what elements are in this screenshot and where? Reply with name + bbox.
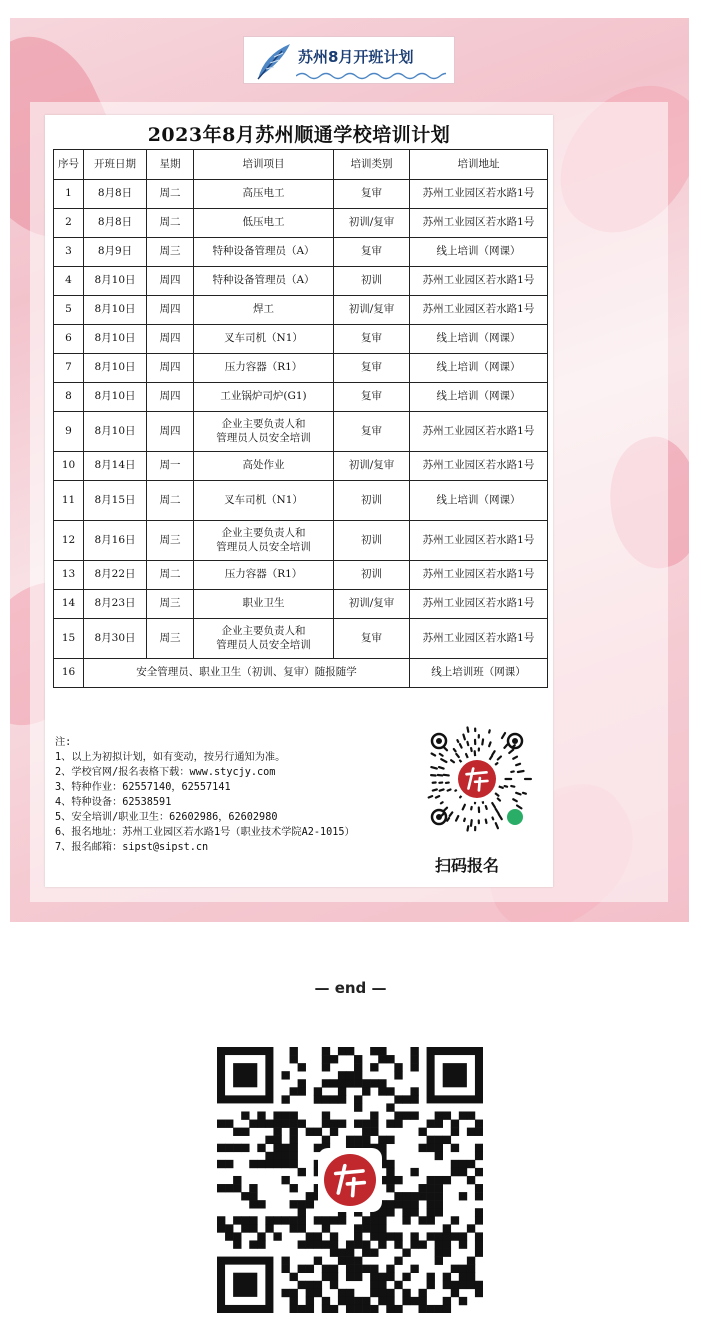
cell-address: 苏州工业园区若水路1号 [410, 209, 548, 238]
cell-date: 8月8日 [84, 209, 147, 238]
cell-type: 复审 [334, 238, 410, 267]
notes-heading: 注: [55, 737, 72, 748]
cell-type: 初训 [334, 481, 410, 521]
cell-no: 7 [54, 354, 84, 383]
cell-address: 线上培训（网课） [410, 481, 548, 521]
cell-type: 复审 [334, 325, 410, 354]
col-header-course: 培训项目 [194, 150, 334, 180]
table-row [54, 296, 548, 325]
table-row [54, 561, 548, 590]
cell-date: 8月23日 [84, 590, 147, 619]
feather-icon [252, 41, 294, 81]
table-body [54, 180, 548, 688]
cell-weekday: 周三 [147, 238, 194, 267]
col-header-address: 培训地址 [410, 150, 548, 180]
table-row [54, 180, 548, 209]
cell-address: 线上培训（网课） [410, 238, 548, 267]
cell-date: 8月10日 [84, 296, 147, 325]
mini-program-qr-code [421, 723, 533, 835]
cell-address: 苏州工业园区若水路1号 [410, 180, 548, 209]
cell-no: 4 [54, 267, 84, 296]
cell-no: 9 [54, 412, 84, 452]
cell-course: 压力容器（R1） [194, 561, 334, 590]
end-divider: — end — [314, 979, 387, 997]
cell-course: 低压电工 [194, 209, 334, 238]
table-row [54, 521, 548, 561]
cell-no: 10 [54, 452, 84, 481]
cell-weekday: 周四 [147, 325, 194, 354]
cell-no: 1 [54, 180, 84, 209]
table-row [54, 325, 548, 354]
cell-date: 8月14日 [84, 452, 147, 481]
note-line: 2、学校官网/报名表格下载：www.stycjy.com [55, 767, 276, 778]
cell-weekday: 周三 [147, 590, 194, 619]
cell-address: 苏州工业园区若水路1号 [410, 590, 548, 619]
badge-title: 苏州8月开班计划 [298, 48, 414, 66]
cell-date: 8月10日 [84, 383, 147, 412]
cell-type: 初训/复审 [334, 209, 410, 238]
cell-course: 企业主要负责人和 管理员人员安全培训 [194, 619, 334, 659]
cell-course: 高压电工 [194, 180, 334, 209]
cell-address: 苏州工业园区若水路1号 [410, 412, 548, 452]
cell-weekday: 周三 [147, 619, 194, 659]
cell-course: 叉车司机（N1） [194, 481, 334, 521]
sheet-title: 2023年8月苏州顺通学校培训计划 [147, 124, 451, 146]
cell-type: 复审 [334, 180, 410, 209]
cell-type: 复审 [334, 412, 410, 452]
table-row [54, 619, 548, 659]
cell-weekday: 周四 [147, 383, 194, 412]
title-badge [243, 36, 455, 84]
table-row [54, 267, 548, 296]
cell-course: 叉车司机（N1） [194, 325, 334, 354]
note-line: 6、报名地址：苏州工业园区若水路1号（职业技术学院A2-1015） [55, 827, 355, 838]
table-row [54, 590, 548, 619]
cell-date: 8月16日 [84, 521, 147, 561]
cell-no: 2 [54, 209, 84, 238]
cell-no: 6 [54, 325, 84, 354]
table-row [54, 412, 548, 452]
table-row [54, 481, 548, 521]
cell-address: 线上培训（网课） [410, 383, 548, 412]
col-header-no: 序号 [54, 150, 84, 180]
table-row [54, 452, 548, 481]
table-row [54, 354, 548, 383]
cell-weekday: 周二 [147, 180, 194, 209]
cell-course: 职业卫生 [194, 590, 334, 619]
cell-date: 8月8日 [84, 180, 147, 209]
table-header-row [54, 150, 548, 180]
cell-no: 12 [54, 521, 84, 561]
col-header-type: 培训类别 [334, 150, 410, 180]
cell-date: 8月10日 [84, 267, 147, 296]
cell-weekday: 周四 [147, 267, 194, 296]
cell-address: 线上培训（网课） [410, 354, 548, 383]
cell-weekday: 周四 [147, 412, 194, 452]
training-plan-sheet [45, 115, 553, 887]
cell-address: 苏州工业园区若水路1号 [410, 267, 548, 296]
cell-no: 3 [54, 238, 84, 267]
cell-address: 苏州工业园区若水路1号 [410, 296, 548, 325]
cell-course: 压力容器（R1） [194, 354, 334, 383]
note-line: 4、特种设备：62538591 [55, 797, 172, 808]
cell-course: 特种设备管理员（A） [194, 238, 334, 267]
col-header-date: 开班日期 [84, 150, 147, 180]
note-line: 1、以上为初拟计划，如有变动，按另行通知为准。 [55, 752, 286, 763]
scan-to-register-label: 扫码报名 [435, 856, 500, 875]
cell-date: 8月10日 [84, 325, 147, 354]
cell-type: 复审 [334, 354, 410, 383]
cell-course: 高处作业 [194, 452, 334, 481]
cell-date: 8月9日 [84, 238, 147, 267]
cell-course: 特种设备管理员（A） [194, 267, 334, 296]
wave-icon [296, 71, 446, 81]
cell-no: 16 [54, 659, 84, 688]
cell-course: 焊工 [194, 296, 334, 325]
cell-address: 苏州工业园区若水路1号 [410, 452, 548, 481]
cell-no: 5 [54, 296, 84, 325]
cell-type: 复审 [334, 619, 410, 659]
cell-weekday: 周二 [147, 209, 194, 238]
cell-weekday: 周四 [147, 296, 194, 325]
cell-date: 8月10日 [84, 354, 147, 383]
cell-date: 8月30日 [84, 619, 147, 659]
cell-address: 苏州工业园区若水路1号 [410, 521, 548, 561]
cell-address: 苏州工业园区若水路1号 [410, 619, 548, 659]
cell-type: 初训/复审 [334, 296, 410, 325]
cell-address: 线上培训班（网课） [410, 659, 548, 688]
cell-weekday: 周一 [147, 452, 194, 481]
cell-date: 8月15日 [84, 481, 147, 521]
notes-block [55, 735, 405, 855]
cell-no: 14 [54, 590, 84, 619]
table-row [54, 238, 548, 267]
table-row [54, 209, 548, 238]
cell-type: 初训/复审 [334, 590, 410, 619]
wechat-qr-code [217, 1047, 483, 1313]
cell-no: 15 [54, 619, 84, 659]
col-header-weekday: 星期 [147, 150, 194, 180]
cell-date: 8月10日 [84, 412, 147, 452]
cell-address: 线上培训（网课） [410, 325, 548, 354]
table-row [54, 383, 548, 412]
cell-merged-content: 安全管理员、职业卫生（初训、复审）随报随学 [84, 659, 410, 688]
note-line: 5、安全培训/职业卫生：62602986，62602980 [55, 812, 278, 823]
table-row-final [54, 659, 548, 688]
cell-course: 企业主要负责人和 管理员人员安全培训 [194, 412, 334, 452]
cell-no: 11 [54, 481, 84, 521]
cell-course: 企业主要负责人和 管理员人员安全培训 [194, 521, 334, 561]
cell-no: 13 [54, 561, 84, 590]
cell-type: 初训 [334, 561, 410, 590]
cell-weekday: 周二 [147, 561, 194, 590]
cell-no: 8 [54, 383, 84, 412]
cell-weekday: 周二 [147, 481, 194, 521]
training-plan-table [53, 149, 548, 688]
cell-type: 初训/复审 [334, 452, 410, 481]
cell-address: 苏州工业园区若水路1号 [410, 561, 548, 590]
cell-type: 复审 [334, 383, 410, 412]
cell-course: 工业锅炉司炉(G1) [194, 383, 334, 412]
note-line: 3、特种作业：62557140，62557141 [55, 782, 231, 793]
note-line: 7、报名邮箱：sipst@sipst.cn [55, 842, 209, 853]
cell-date: 8月22日 [84, 561, 147, 590]
cell-weekday: 周三 [147, 521, 194, 561]
cell-type: 初训 [334, 521, 410, 561]
cell-type: 初训 [334, 267, 410, 296]
cell-weekday: 周四 [147, 354, 194, 383]
